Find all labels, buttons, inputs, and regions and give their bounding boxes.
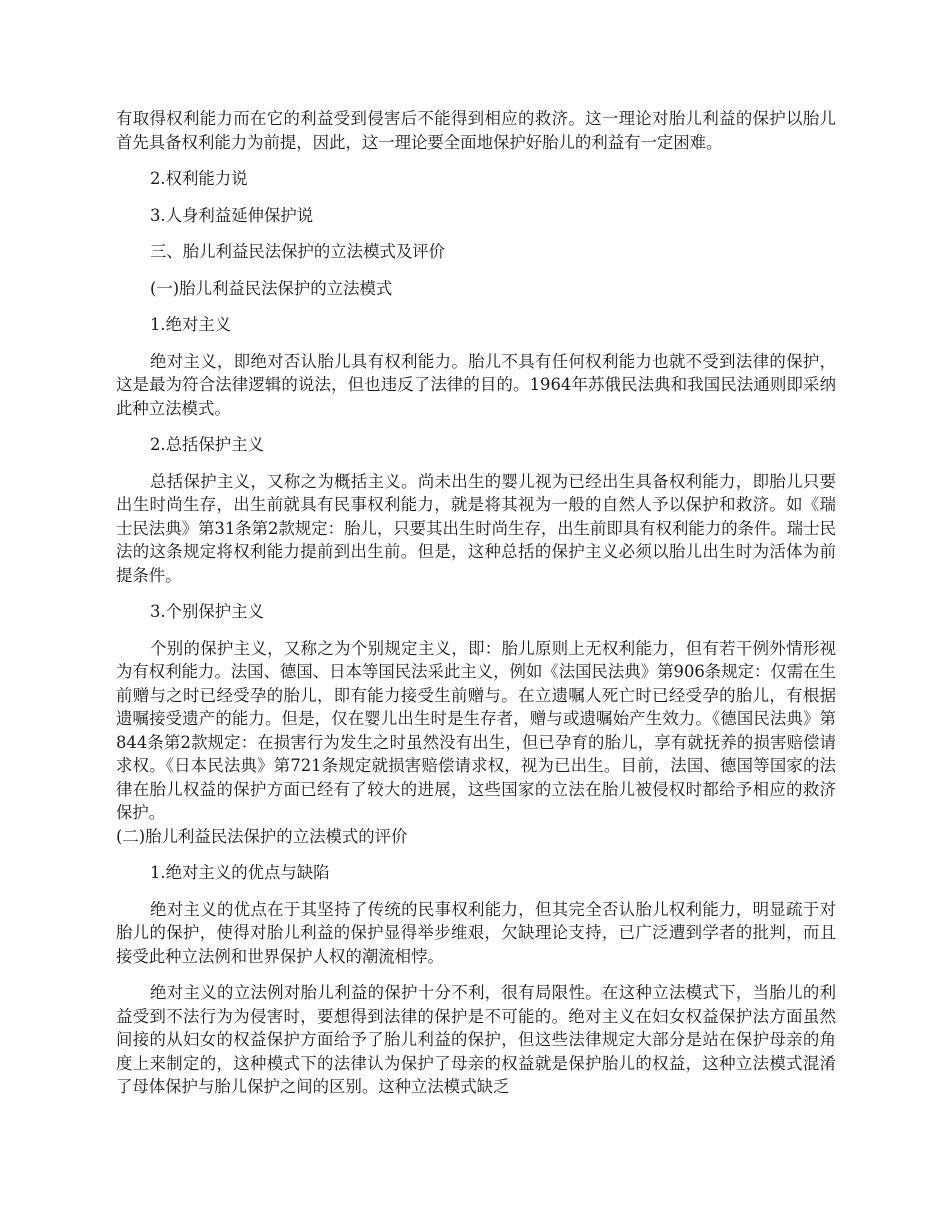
paragraph-absolutism-merits: 绝对主义的优点在于其坚持了传统的民事权利能力，但其完全否认胎儿权利能力，明显疏于对胎儿的保护，使得对胎儿利益的保护显得举步维艰，欠缺理论支持，已广泛遭到学者的批判，而且接受此种立法例和世界保护人权的潮流相悖。 — [116, 899, 836, 966]
paragraph-absolutism: 绝对主义，即绝对否认胎儿具有权利能力。胎儿不具有任何权利能力也就不受到法律的保护，这是最为符合法律逻辑的说法，但也违反了法律的目的。1964年苏俄民法典和我国民法通则即采纳此种立法模式。 — [116, 351, 836, 418]
subsection-heading-2: (二)胎儿利益民法保护的立法模式的评价 — [116, 826, 408, 846]
heading-individual-protection: 3.个别保护主义 — [150, 602, 264, 621]
heading-personal-interest-theory: 3.人身利益延伸保护说 — [150, 205, 314, 225]
heading-absolutism: 1.绝对主义 — [150, 315, 232, 334]
heading-capacity-theory: 2.权利能力说 — [150, 169, 248, 188]
paragraph-intro-continuation: 有取得权利能力而在它的利益受到侵害后不能得到相应的救济。这一理论对胎儿利益的保护以胎儿首先具备权利能力为前提，因此，这一理论要全面地保护好胎儿的利益有一定困难。 — [116, 109, 836, 152]
paragraph-absolutism-drawbacks: 绝对主义的立法例对胎儿利益的保护十分不利，很有局限性。在这种立法模式下，当胎儿的利益受到不法行为为侵害时，要想得到法律的保护是不可能的。绝对主义在妇女权益保护法方面虽然间接的从妇女的权益保护方面给予了胎儿利益的保护，但这些法律规定大部分是站在保护母亲的角度上来制定的，这种模式下的法律认为保护了母亲的权益就是保护胎儿的权益，这种立法模式混淆了母体保护与胎儿保护之间的区别。这种立法模式缺乏 — [116, 983, 836, 1096]
paragraph-individual-protection: 个别的保护主义，又称之为个别规定主义，即：胎儿原则上无权利能力，但有若干例外情形视为有权利能力。法国、德国、日本等国民法采此主义，例如《法国民法典》第906条规定：仅需在生前赠与之时已经受孕的胎儿，即有能力接受生前赠与。在立遗嘱人死亡时已经受孕的胎儿，有根据遗嘱接受遗产的能力。但是，仅在婴儿出生时是生存者，赠与或遗嘱始产生效力。《德国民法典》第844条第2款规定：在损害行为发生之时虽然没有出生，但已孕育的胎儿，享有就抚养的损害赔偿请求权。《日本民法典》第721条规定就损害赔偿请求权，视为已出生。目前，法国、德国等国家的法律在胎儿权益的保护方面已经有了较大的进展，这些国家的立法在胎儿被侵权时都给予相应的救济保护。 — [116, 638, 836, 822]
section-heading-3: 三、胎儿利益民法保护的立法模式及评价 — [150, 242, 446, 261]
heading-general-protection: 2.总括保护主义 — [150, 435, 264, 454]
subsection-heading-1: (一)胎儿利益民法保护的立法模式 — [150, 278, 393, 298]
document-page — [116, 107, 836, 1099]
paragraph-general-protection: 总括保护主义，又称之为概括主义。尚未出生的婴儿视为已经出生具备权利能力，即胎儿只要出生时尚生存，出生前就具有民事权利能力，就是将其视为一般的自然人予以保护和救济。如《瑞士民法典》第31条第2款规定：胎儿，只要其出生时尚生存，出生前即具有权利能力的条件。瑞士民法的这条规定将权利能力提前到出生前。但是，这种总括的保护主义必须以胎儿出生时为活体为前提条件。 — [116, 471, 836, 585]
heading-absolutism-evaluation: 1.绝对主义的优点与缺陷 — [150, 863, 330, 882]
